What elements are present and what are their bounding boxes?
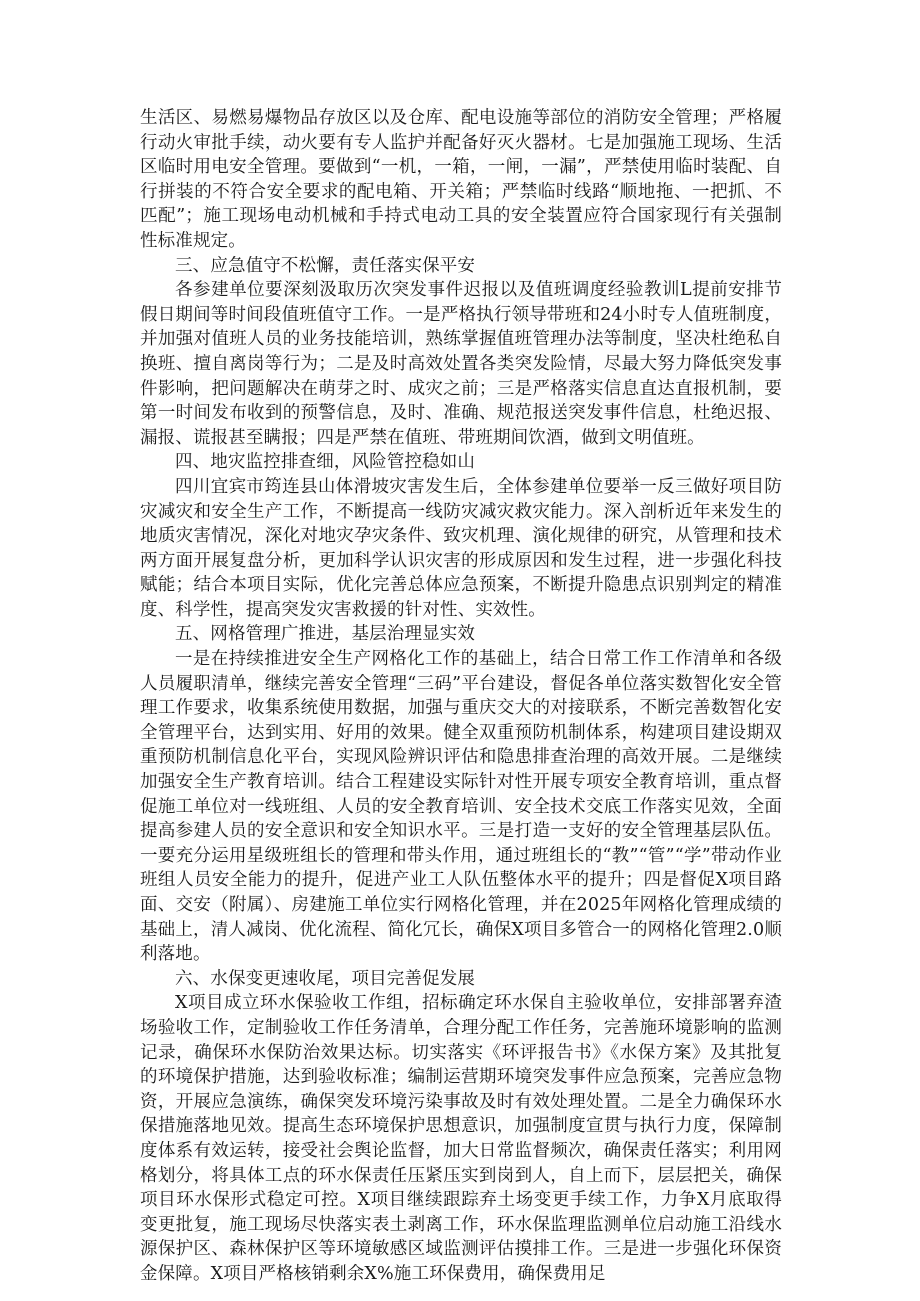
paragraph-emergency-duty: 各参建单位要深刻汲取历次突发事件迟报以及值班调度经验教训L提前安排节假日期间等时间段值班值守工作。一是严格执行领导带班和24小时专人值班制度，并加强对值班人员的业务技能培训，熟练掌握值班管理办法等制度，坚决杜绝私自换班、擅自离岗等行为；二是及时高效处置各类突发险情，尽最大努力降低突发事件影响，把问题解决在萌芽之时、成灾之前；三是严格落实信息直达直报机制，要第一时间发布收到的预警信息，及时、准确、规范报送突发事件信息，杜绝迟报、漏报、谎报甚至瞒报；四是严禁在值班、带班期间饮酒，做到文明值班。 xyxy=(140,280,782,448)
paragraph-grid-management: 一是在持续推进安全生产网格化工作的基础上，结合日常工作工作清单和各级人员履职清单，继续完善安全管理“三码”平台建设，督促各单位落实数智化安全管理工作要求，收集系统使用数据，加强与重庆交大的对接联系，不断完善数智化安全管理平台，达到实用、好用的效果。健全双重预防机制体系，构建项目建设期双重预防机制信息化平台，实现风险辨识评估和隐患排查治理的高效开展。二是继续加强安全生产教育培训。结合工程建设实际针对性开展专项安全教育培训，重点督促施工单位对一线班组、人员的安全教育培训、安全技术交底工作落实见效，全面提高参建人员的安全意识和安全知识水平。三是打造一支好的安全管理基层队伍。一要充分运用星级班组长的管理和带头作用，通过班组长的“教”“管”“学”带动作业班组人员安全能力的提升，促进产业工人队伍整体水平的提升；四是督促X项目路面、交安（附属）、房建施工单位实行网格化管理，并在2025年网格化管理成绩的基础上，清人减岗、优化流程、简化冗长，确保X项目多管合一的网格化管理2.0顺利落地。 xyxy=(140,649,782,965)
section-heading-emergency-duty: 三、应急值守不松懈，责任落实保平安 xyxy=(175,255,476,276)
section-heading-water-soil: 六、水保变更速收尾，项目完善促发展 xyxy=(175,968,476,989)
paragraph-water-soil: X项目成立环水保验收工作组，招标确定环水保自主验收单位，安排部署弃渣场验收工作，定制验收工作任务清单，合理分配工作任务，完善施环境影响的监测记录，确保环水保防治效果达标。切实落实《环评报告书》《水保方案》及其批复的环境保护措施，达到验收标准；编制运营期环境突发事件应急预案，完善应急物资，开展应急演练，确保突发环境污染事故及时有效处理处置。二是全力确保环水保措施落地见效。提高生态环境保护思想意识，加强制度宣贯与执行力度，保障制度体系有效运转，接受社会舆论监督，加大日常监督频次，确保责任落实；利用网格划分，将具体工点的环水保责任压紧压实到岗到人，自上而下，层层把关，确保项目环水保形式稳定可控。X项目继续跟踪弃土场变更手续工作，力争X月底取得变更批复，施工现场尽快落实表土剥离工作，环水保监理监测单位启动施工沿线水源保护区、森林保护区等环境敏感区域监测评估摸排工作。三是进一步强化环保资金保障。X项目严格核销剩余X%施工环保费用，确保费用足 xyxy=(140,993,782,1284)
section-heading-grid-management: 五、网格管理广推进，基层治理显实效 xyxy=(175,624,476,645)
section-heading-geohazard: 四、地灾监控排查细，风险管控稳如山 xyxy=(175,452,476,473)
paragraph-geohazard: 四川宜宾市筠连县山体滑坡灾害发生后，全体参建单位要举一反三做好项目防灾减灾和安全生产工作，不断提高一线防灾减灾救灾能力。深入剖析近年来发生的地质灾害情况，深化对地灾孕灾条件、致灾机理、演化规律的研究，从管理和技术两方面开展复盘分析，更加科学认识灾害的形成原因和发生过程，进一步强化科技赋能；结合本项目实际，优化完善总体应急预案，不断提升隐患点识别判定的精准度、科学性，提高突发灾害救援的针对性、实效性。 xyxy=(140,476,782,620)
paragraph-fire-electric-safety: 生活区、易燃易爆物品存放区以及仓库、配电设施等部位的消防安全管理；严格履行动火审批手续，动火要有专人监护并配备好灭火器材。七是加强施工现场、生活区临时用电安全管理。要做到“一机，一箱，一闸，一漏”，严禁使用临时装配、自行拼装的不符合安全要求的配电箱、开关箱；严禁临时线路“顺地拖、一把抓、不匹配”；施工现场电动机械和手持式电动工具的安全装置应符合国家现行有关强制性标准规定。 xyxy=(140,108,782,251)
document-body xyxy=(140,106,782,1287)
